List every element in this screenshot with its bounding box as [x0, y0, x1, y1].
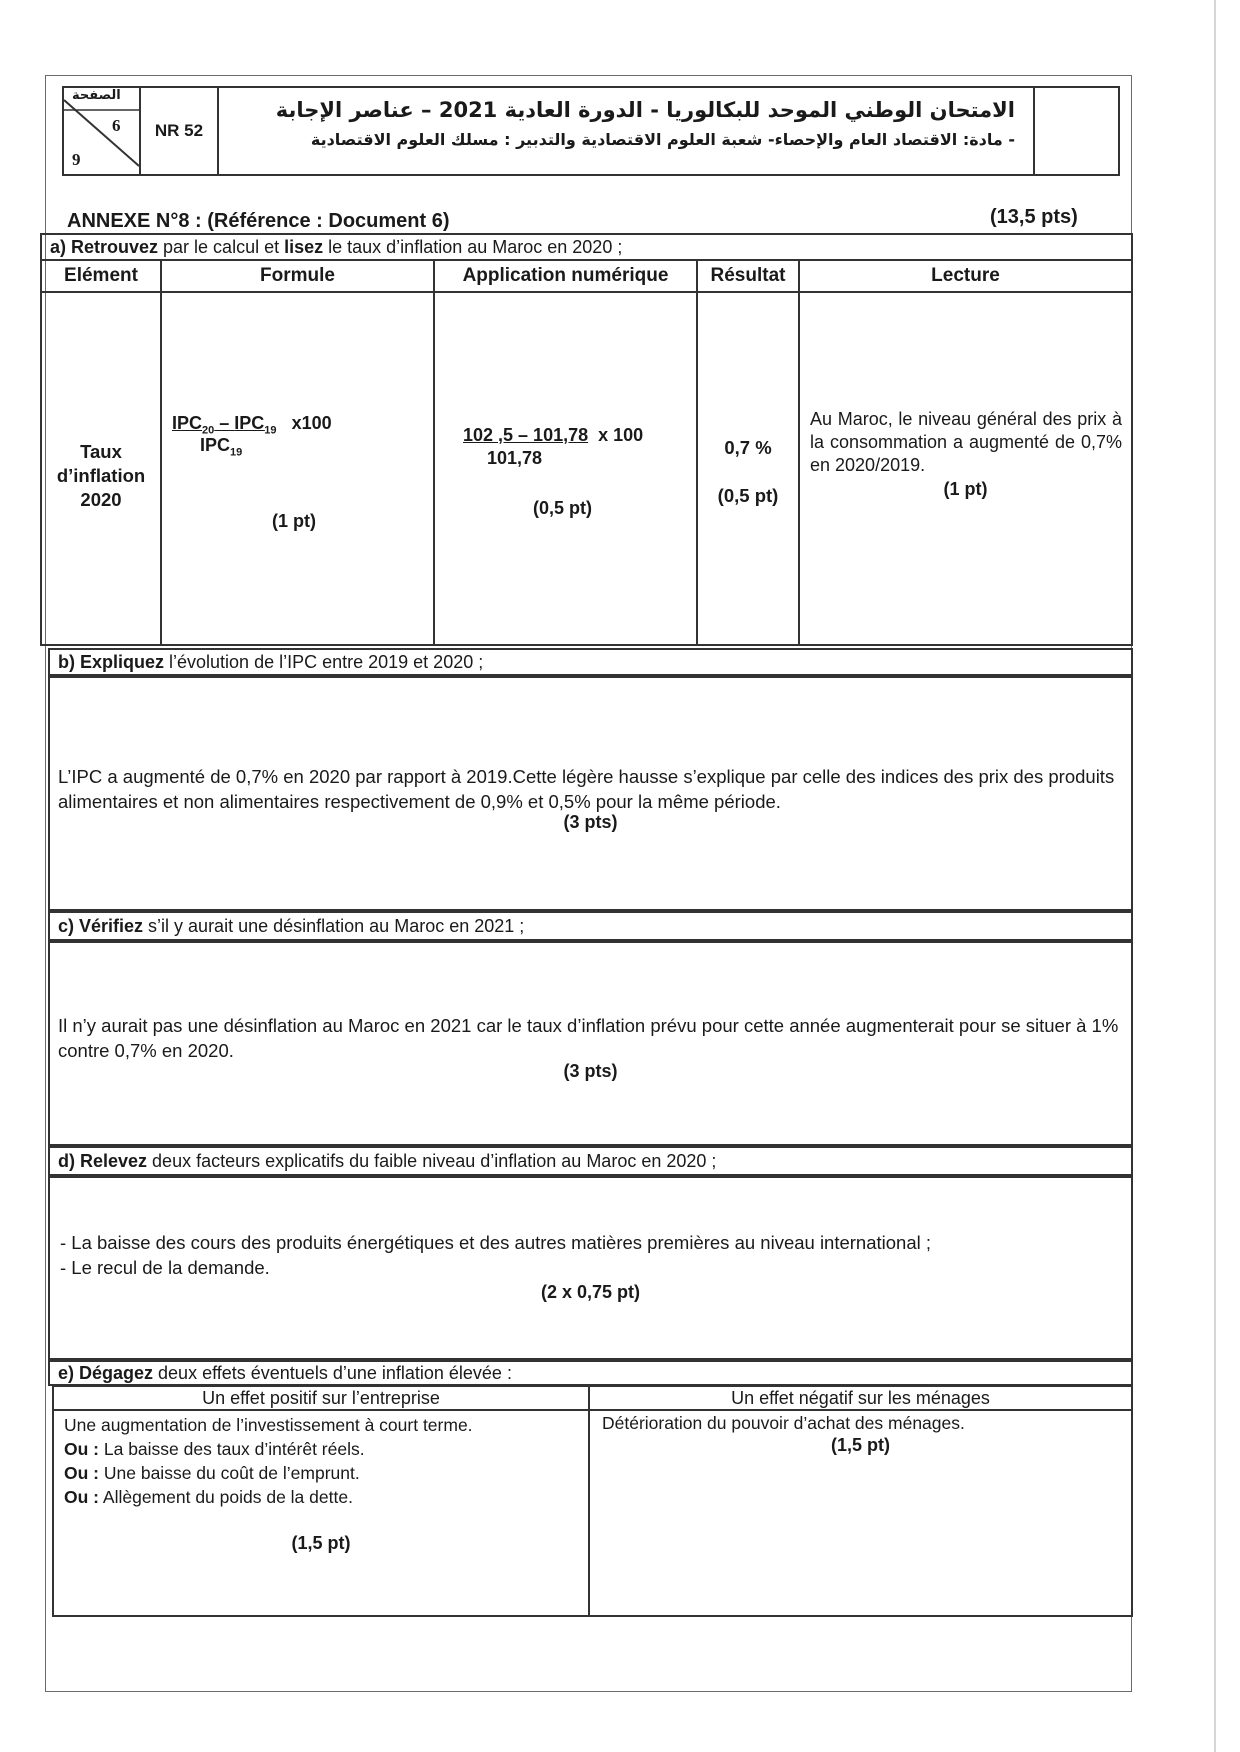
question-e-rest: deux effets éventuels d’une inflation élevée :: [158, 1362, 512, 1383]
question-d-rest: deux facteurs explicatifs du faible niveau d’inflation au Maroc en 2020 ;: [152, 1150, 717, 1171]
page-total: 9: [72, 150, 81, 169]
col-header-element: Elément: [40, 259, 162, 293]
answer-d-item-1: - La baisse des cours des produits énergétiques et des autres matières premières au niveau international ;: [60, 1232, 932, 1253]
or-label-3: Ou :: [64, 1487, 99, 1507]
cell-lecture: [798, 291, 1133, 646]
app-num: 102 ,5 – 101,78: [463, 425, 589, 445]
answer-c-box: [48, 941, 1133, 1146]
col-header-application: Application numérique: [433, 259, 698, 293]
positive-effect-cell: [52, 1409, 590, 1617]
exam-title-line1: الامتحان الوطني الموحد للبكالوريا - الدورة العادية 2021 – عناصر الإجابة: [275, 98, 1015, 122]
col-positive-header: Un effet positif sur l’entreprise: [52, 1385, 590, 1411]
negative-effect-text: Détérioration du pouvoir d’achat des ménages.: [602, 1413, 965, 1433]
negative-effect-points: (1,5 pt): [830, 1435, 890, 1455]
question-d-verb: d) Relevez: [58, 1150, 148, 1171]
app-mult: x 100: [598, 425, 644, 445]
negative-effect-cell: [588, 1409, 1133, 1617]
formula-den: IPC: [200, 435, 231, 455]
positive-effect-points: (1,5 pt): [291, 1533, 351, 1553]
formula-denominator: [200, 435, 242, 459]
question-b: [48, 648, 1133, 676]
answer-d-item-2: - Le recul de la demande.: [60, 1257, 270, 1278]
positive-effect-4: [64, 1485, 584, 1509]
answer-c-points: (3 pts): [563, 1061, 618, 1081]
exam-code: NR 52: [141, 88, 219, 174]
question-a-mid: par le calcul et: [163, 236, 280, 257]
exam-header: [62, 86, 1120, 176]
or-label-1: Ou :: [64, 1439, 99, 1459]
cell-element: [40, 291, 162, 646]
col-header-formule: Formule: [160, 259, 435, 293]
question-a: [40, 233, 1133, 261]
question-e-verb: e) Dégagez: [58, 1362, 154, 1383]
element-line-2: d’inflation: [56, 465, 146, 486]
answer-d-list: [60, 1230, 1120, 1280]
question-e: [48, 1360, 1133, 1386]
formula-ipc-b: IPC: [234, 413, 265, 433]
result-value: 0,7 %: [724, 437, 772, 458]
positive-effect-2-text: La baisse des taux d’intérêt réels.: [103, 1439, 365, 1459]
question-a-verb1: a) Retrouvez: [50, 236, 159, 257]
answer-d-box: [48, 1176, 1133, 1360]
formula-ipc-a: IPC: [172, 413, 203, 433]
answer-b-text: L’IPC a augmenté de 0,7% en 2020 par rapport à 2019.Cette légère hausse s’explique par celle des indices des prix des produits alimentaires et non alimentaires respectivement de 0,9% et 0,5% pour la même période.: [58, 766, 1115, 812]
question-b-rest: l’évolution de l’IPC entre 2019 et 2020 ;: [169, 651, 484, 672]
question-c-rest: s’il y aurait une désinflation au Maroc en 2021 ;: [148, 915, 525, 936]
element-line-1: Taux: [80, 441, 122, 462]
app-numerator: [463, 425, 643, 446]
positive-effect-2: [64, 1437, 584, 1461]
question-b-verb: b) Expliquez: [58, 651, 165, 672]
col-header-resultat: Résultat: [696, 259, 800, 293]
page-current: 6: [112, 116, 121, 135]
formula-sub-b: 19: [264, 424, 277, 437]
app-denominator: 101,78: [487, 448, 543, 468]
formula-mult: x100: [291, 413, 332, 433]
page-label: الصفحة: [72, 88, 121, 103]
col-negative-header: Un effet négatif sur les ménages: [588, 1385, 1133, 1411]
cell-formule: [160, 291, 435, 646]
exam-title-line2: - مادة: الاقتصاد العام والإحصاء- شعبة العلوم الاقتصادية والتدبير : مسلك العلوم الاقتصادية: [310, 130, 1015, 149]
annex-points: (13,5 pts): [990, 206, 1078, 228]
answer-c-text: Il n’y aurait pas une désinflation au Maroc en 2021 car le taux d’inflation prévu pour cette année augmenterait pour se situer à 1% contre 0,7% en 2020.: [58, 1015, 1119, 1061]
reading-points: (1 pt): [943, 479, 988, 499]
page-number-box: [64, 88, 141, 174]
formula-numerator: [172, 413, 332, 437]
col-header-lecture: Lecture: [798, 259, 1133, 293]
cell-application: [433, 291, 698, 646]
reading-text: Au Maroc, le niveau général des prix à la consommation a augmenté de 0,7% en 2020/2019.: [810, 409, 1122, 475]
annex-title: ANNEXE N°8 : (Référence : Document 6): [67, 210, 450, 232]
positive-effect-list: [64, 1413, 584, 1509]
or-label-2: Ou :: [64, 1463, 99, 1483]
formula-den-sub: 19: [230, 446, 243, 459]
positive-effect-3: [64, 1461, 584, 1485]
question-a-verb2: lisez: [284, 236, 324, 257]
question-c: [48, 911, 1133, 941]
header-blank-cell: [1035, 88, 1118, 174]
answer-d-points: (2 x 0,75 pt): [540, 1282, 641, 1302]
answer-b-points: (3 pts): [563, 812, 618, 832]
formula-sub-a: 20: [202, 424, 215, 437]
cell-resultat: [696, 291, 800, 646]
exam-title: [219, 88, 1035, 174]
result-points: (0,5 pt): [717, 485, 779, 506]
formula-dash: –: [214, 413, 235, 433]
element-label: [42, 440, 160, 512]
question-d: [48, 1146, 1133, 1176]
answer-b-box: [48, 676, 1133, 911]
question-c-verb: c) Vérifiez: [58, 915, 144, 936]
positive-effect-4-text: Allègement du poids de la dette.: [102, 1487, 353, 1507]
positive-effect-1: Une augmentation de l’investissement à court terme.: [64, 1415, 473, 1435]
formula-points: (1 pt): [272, 511, 316, 531]
positive-effect-3-text: Une baisse du coût de l’emprunt.: [103, 1463, 360, 1483]
element-line-3: 2020: [80, 489, 122, 510]
question-a-rest: le taux d’inflation au Maroc en 2020 ;: [328, 236, 623, 257]
app-points: (0,5 pt): [533, 498, 593, 518]
page-edge-line: [1214, 0, 1216, 1752]
